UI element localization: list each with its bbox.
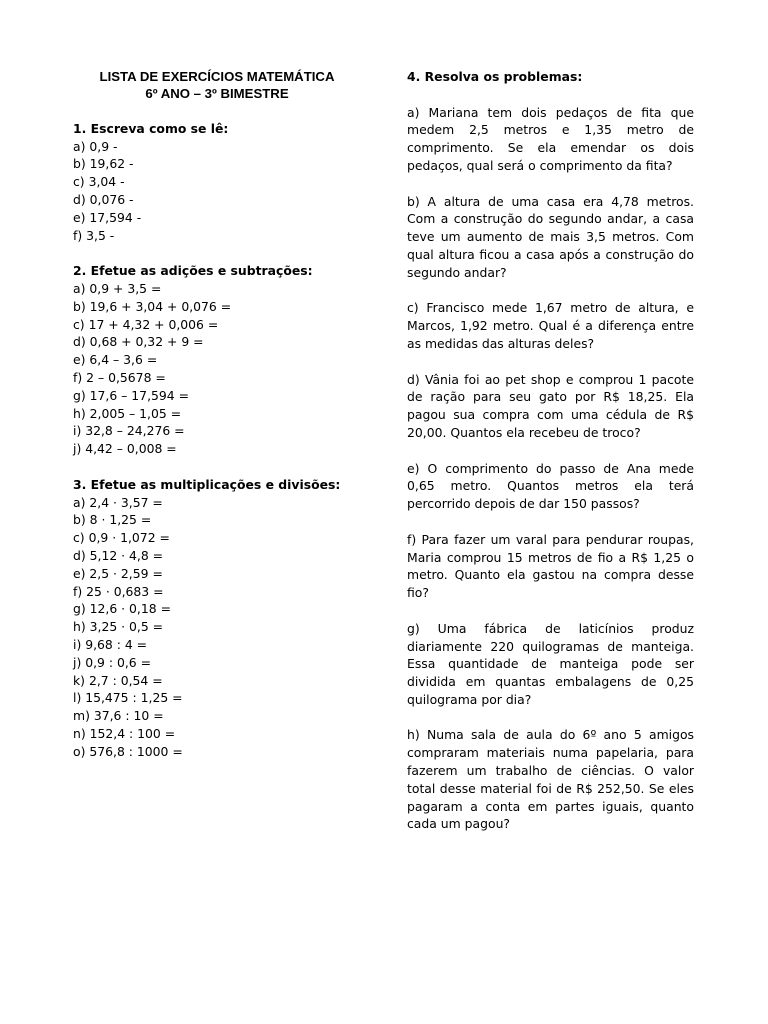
section-1-item-c: c) 3,04 -	[73, 174, 125, 190]
section-2-item-g: g) 17,6 – 17,594 =	[73, 387, 189, 403]
section-3-item-f: f) 25 · 0,683 =	[73, 583, 164, 599]
section-3-item-d: d) 5,12 · 4,8 =	[73, 547, 164, 563]
section-3-item-j: j) 0,9 : 0,6 =	[73, 654, 151, 670]
section-1-item-f: f) 3,5 -	[73, 227, 115, 243]
problem-b: b) A altura de uma casa era 4,78 metros. Com a construção do segundo andar, a casa teve um aumento de mais 3,5 metros. Com qual altura ficou a casa após a construção do segundo andar?	[407, 193, 694, 280]
section-3	[73, 476, 363, 761]
section-3-item-e: e) 2,5 · 2,59 =	[73, 565, 163, 581]
problem-h: h) Numa sala de aula do 6º ano 5 amigos compraram materiais numa papelaria, para fazerem um trabalho de ciências. O valor total desse material foi de R$ 252,50. Se eles pagaram a conta em partes iguais, quanto cada um pagou?	[407, 727, 694, 832]
section-2-item-e: e) 6,4 – 3,6 =	[73, 352, 158, 368]
section-1	[73, 120, 363, 245]
problem-d: d) Vânia foi ao pet shop e comprou 1 pacote de ração para seu gato por R$ 18,25. Ela pagou sua compra com uma cédula de R$ 20,00. Quantos ela recebeu de troco?	[407, 371, 694, 440]
section-3-item-h: h) 3,25 · 0,5 =	[73, 619, 164, 635]
section-3-item-n: n) 152,4 : 100 =	[73, 725, 176, 741]
section-1-item-d: d) 0,076 -	[73, 191, 134, 207]
section-1-heading: 1. Escreva como se lê:	[73, 120, 229, 136]
section-2-item-b: b) 19,6 + 3,04 + 0,076 =	[73, 298, 232, 314]
section-3-item-m: m) 37,6 : 10 =	[73, 708, 164, 724]
section-3-item-b: b) 8 · 1,25 =	[73, 512, 152, 528]
problem-c: c) Francisco mede 1,67 metro de altura, e Marcos, 1,92 metro. Qual é a diferença entre as medidas das alturas deles?	[407, 300, 694, 351]
section-2-item-a: a) 0,9 + 3,5 =	[73, 280, 162, 296]
section-3-item-c: c) 0,9 · 1,072 =	[73, 530, 170, 546]
section-1-item-b: b) 19,62 -	[73, 156, 134, 172]
section-1-item-a: a) 0,9 -	[73, 138, 118, 154]
section-3-item-o: o) 576,8 : 1000 =	[73, 743, 183, 759]
section-2-item-h: h) 2,005 – 1,05 =	[73, 405, 182, 421]
section-3-item-k: k) 2,7 : 0,54 =	[73, 672, 163, 688]
title-line-2: 6º ANO – 3º BIMESTRE	[145, 86, 289, 101]
section-2-heading: 2. Efetue as adições e subtrações:	[73, 263, 313, 279]
section-3-item-g: g) 12,6 · 0,18 =	[73, 601, 171, 617]
title-line-1: LISTA DE EXERCÍCIOS MATEMÁTICA	[99, 69, 335, 84]
section-3-item-l: l) 15,475 : 1,25 =	[73, 690, 183, 706]
section-4-heading: 4. Resolva os problemas:	[407, 69, 583, 84]
section-2-item-d: d) 0,68 + 0,32 + 9 =	[73, 334, 204, 350]
page-title	[73, 68, 361, 102]
section-2-item-j: j) 4,42 – 0,008 =	[73, 441, 177, 457]
problem-a: a) Mariana tem dois pedaços de fita que medem 2,5 metros e 1,35 metro de comprimento. Se ela emendar os dois pedaços, qual será o comprimento da fita?	[407, 104, 694, 173]
left-column	[73, 68, 363, 760]
section-2-item-c: c) 17 + 4,32 + 0,006 =	[73, 316, 219, 332]
problem-e: e) O comprimento do passo de Ana mede 0,65 metro. Quantos metros ela terá percorrido depois de dar 150 passos?	[407, 460, 694, 512]
section-3-item-a: a) 2,4 · 3,57 =	[73, 494, 163, 510]
section-2-item-i: i) 32,8 – 24,276 =	[73, 423, 185, 439]
problem-f: f) Para fazer um varal para pendurar roupas, Maria comprou 15 metros de fio a R$ 1,25 o metro. Quanto ela gastou na compra desse fio?	[407, 531, 694, 601]
section-1-item-e: e) 17,594 -	[73, 209, 142, 225]
right-column	[407, 68, 694, 851]
section-3-item-i: i) 9,68 : 4 =	[73, 636, 148, 652]
section-2-item-f: f) 2 – 0,5678 =	[73, 369, 166, 385]
problem-g: g) Uma fábrica de laticínios produz diariamente 220 quilogramas de manteiga. Essa quantidade de manteiga pode ser dividida em quantas embalagens de 0,25 quilograma por dia?	[407, 620, 694, 707]
section-3-heading: 3. Efetue as multiplicações e divisões:	[73, 476, 341, 492]
section-2	[73, 262, 363, 458]
